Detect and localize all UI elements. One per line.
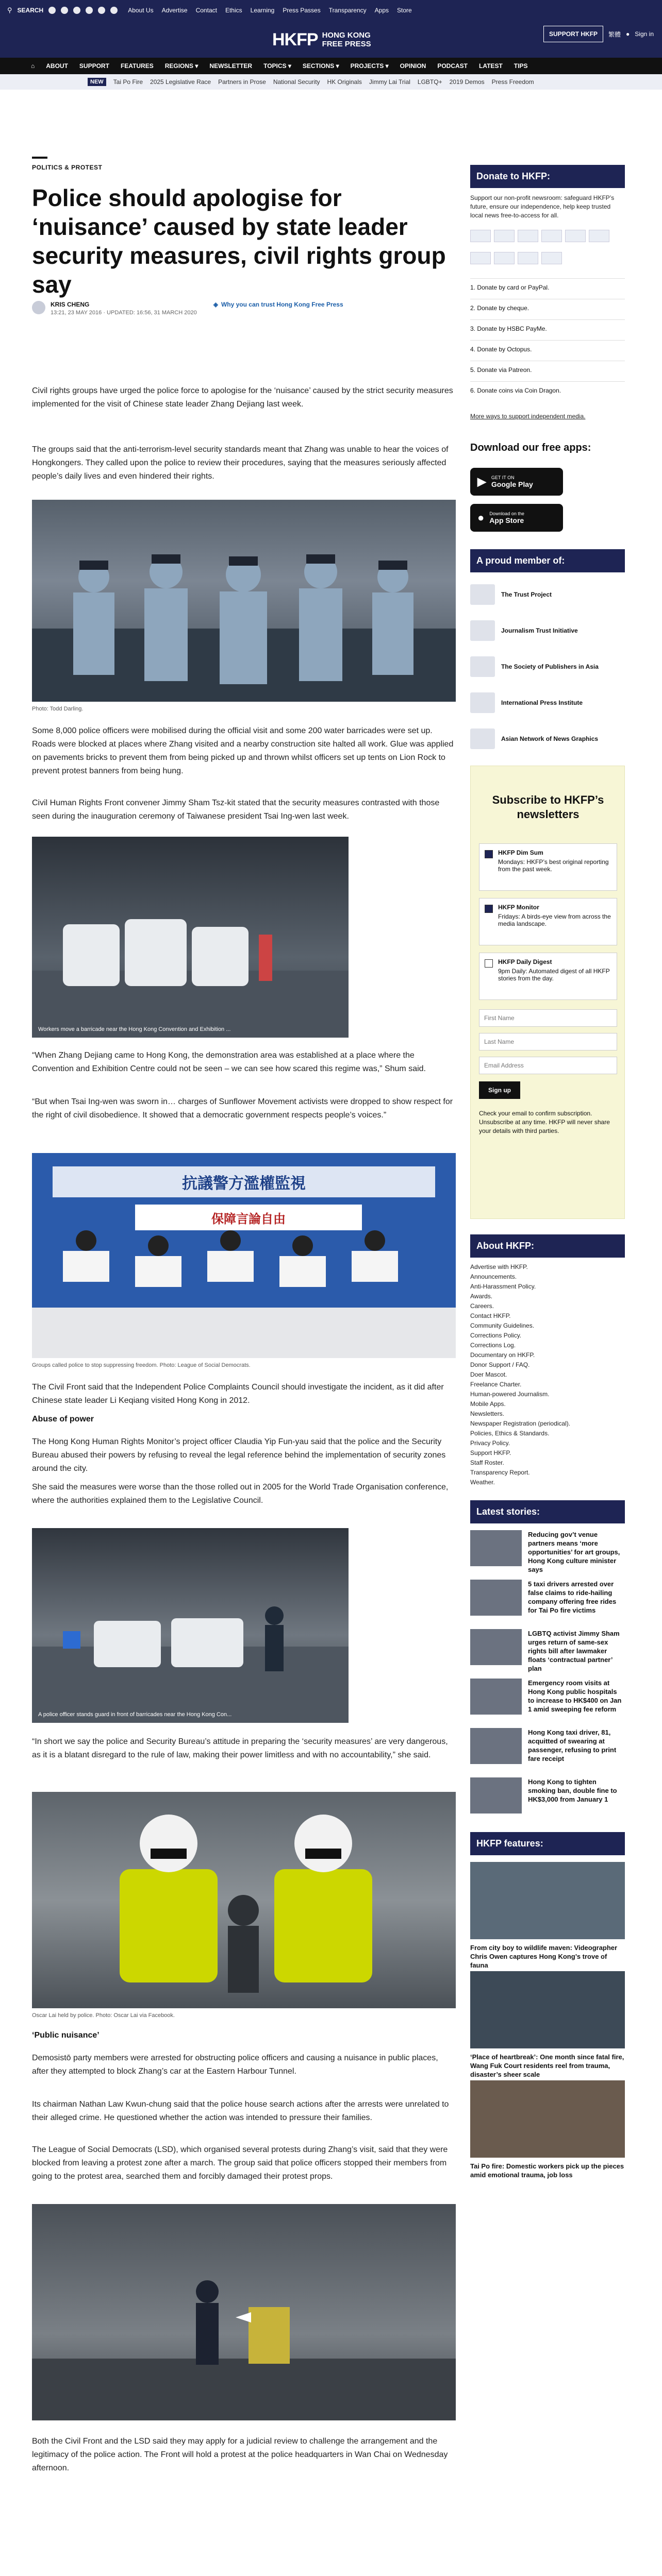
latest-story[interactable] bbox=[470, 1777, 625, 1823]
google-play-text bbox=[491, 475, 533, 488]
support-hkfp-button[interactable]: SUPPORT HKFP bbox=[543, 26, 603, 42]
utility-link[interactable]: Store bbox=[397, 7, 412, 14]
barricade-illustration bbox=[32, 837, 349, 1038]
about-link[interactable]: Advertise with HKFP. bbox=[470, 1263, 528, 1270]
utility-link[interactable]: Advertise bbox=[161, 7, 188, 14]
donate-option[interactable]: 3. Donate by HSBC PayMe. bbox=[470, 319, 625, 337]
about-link[interactable]: Support HKFP. bbox=[470, 1449, 511, 1456]
newsletter-name: HKFP Daily Digest bbox=[498, 958, 552, 965]
main-nav bbox=[0, 58, 662, 74]
latest-story[interactable] bbox=[470, 1629, 625, 1674]
apps-heading: Download our free apps: bbox=[470, 442, 591, 453]
paypal-icon bbox=[470, 230, 491, 242]
jti-logo bbox=[470, 620, 495, 641]
utility-left bbox=[7, 0, 412, 21]
newsletter-desc: Mondays: HKFP’s best original reporting from the past week. bbox=[498, 858, 609, 873]
newsletter-desc: 9pm Daily: Automated digest of all HKFP stories from the day. bbox=[498, 968, 610, 982]
apple-icon: ● bbox=[477, 511, 485, 524]
utility-links bbox=[128, 7, 411, 14]
subheading: ‘Public nuisance’ bbox=[32, 2031, 100, 2040]
story-title: Emergency room visits at Hong Kong public hospitals to increase to HK$400 on Jan 1 amid sweeping fee reform bbox=[528, 1679, 622, 1713]
trending-item[interactable]: LGBTQ+ bbox=[417, 78, 442, 86]
shield-icon: ◈ bbox=[213, 301, 218, 308]
article-headline: Police should apologise for ‘nuisance’ caused by state leader security measures, civil rights group say bbox=[32, 184, 446, 298]
new-badge: NEW bbox=[88, 78, 106, 86]
paragraph: “But when Tsai Ing-wen was sworn in… charges of Sunflower Movement activists were dropped to show respect for the right of civil disobedience. It showed that a democratic government respects people’s voices.” bbox=[32, 1097, 453, 1120]
utility-link[interactable]: Transparency bbox=[328, 7, 367, 14]
masthead-actions bbox=[543, 26, 654, 42]
byline bbox=[32, 301, 456, 316]
member-name: The Society of Publishers in Asia bbox=[501, 663, 599, 670]
story-title: LGBTQ activist Jimmy Sham urges return of same-sex rights bill after lawmaker floats ‘contractual partner’ plan bbox=[528, 1630, 620, 1672]
visa-icon bbox=[494, 230, 515, 242]
newsletter-option[interactable] bbox=[479, 898, 617, 945]
trending-item[interactable]: Press Freedom bbox=[491, 78, 534, 86]
sign-in-link[interactable]: Sign in bbox=[635, 30, 654, 38]
donate-more-link[interactable]: More ways to support independent media. bbox=[470, 413, 586, 420]
trust-label: Why you can trust Hong Kong Free Press bbox=[221, 301, 343, 308]
payment-icons bbox=[470, 230, 625, 271]
nav-item[interactable]: REGIONS ▾ bbox=[164, 62, 198, 70]
trust-project-logo bbox=[470, 584, 495, 605]
about-link[interactable]: Corrections Policy. bbox=[470, 1332, 522, 1339]
donate-option[interactable]: 4. Donate by Octopus. bbox=[470, 340, 625, 358]
instagram-icon[interactable] bbox=[73, 7, 80, 14]
paragraph bbox=[32, 384, 456, 411]
protest-banner-mid: 保障言論自由 bbox=[135, 1205, 362, 1230]
utility-link[interactable]: Press Passes bbox=[283, 7, 321, 14]
member-jti[interactable] bbox=[470, 618, 625, 643]
paragraph: The Civil Front said that the Independent Police Complaints Council should investigate the incident, as it did after Chinese state leader Li Keqiang visited Hong Kong in 2012. bbox=[32, 1383, 444, 1405]
mastercard-icon bbox=[518, 230, 538, 242]
play-icon: ▶ bbox=[477, 475, 486, 488]
about-link[interactable]: Transparency Report. bbox=[470, 1469, 530, 1476]
newsletter-option[interactable] bbox=[479, 953, 617, 1000]
checkbox-icon[interactable] bbox=[485, 905, 493, 913]
member-name: The Trust Project bbox=[501, 591, 552, 598]
about-link[interactable]: Weather. bbox=[470, 1479, 495, 1486]
about-link[interactable]: Contact HKFP. bbox=[470, 1312, 511, 1319]
checkbox-icon[interactable] bbox=[485, 850, 493, 858]
logo-mark: HKFP bbox=[268, 27, 322, 53]
user-icon[interactable]: ● bbox=[626, 30, 630, 38]
signup-button[interactable]: Sign up bbox=[479, 1081, 520, 1099]
author-name[interactable]: KRIS CHENG bbox=[51, 301, 90, 308]
newsletter-note: Check your email to confirm subscription. Unsubscribe at any time. HKFP will never share your details with third parties. bbox=[479, 1110, 610, 1134]
nav-home-icon[interactable]: ⌂ bbox=[31, 62, 35, 70]
feature-image bbox=[470, 2080, 625, 2158]
paragraph: Demosistō party members were arrested for obstructing police officers and causing a nuisance in public places, after they attempted to block Zhang’s car at the Eastern Harbour Tunnel. bbox=[32, 2054, 438, 2076]
donate-option[interactable]: 6. Donate coins via Coin Dragon. bbox=[470, 381, 625, 399]
author-avatar bbox=[32, 301, 45, 314]
photo-caption: Oscar Lai held by police. Photo: Oscar Lai via Facebook. bbox=[32, 2012, 175, 2019]
utility-link[interactable]: Ethics bbox=[225, 7, 242, 14]
photo-overlay-caption: Workers move a barricade near the Hong Kong Convention and Exhibition ... bbox=[38, 1026, 231, 1032]
article-photo-zone bbox=[32, 2204, 456, 2420]
feature-image bbox=[470, 1971, 625, 2048]
article-photo-protest bbox=[32, 1153, 456, 1358]
member-ipi[interactable] bbox=[470, 690, 625, 715]
utility-link[interactable]: Apps bbox=[374, 7, 389, 14]
article-photo-guard bbox=[32, 1528, 349, 1723]
paragraph: Some 8,000 police officers were mobilised during the official visit and some 200 water barricades were set up. Roads were blocked at places where Zhang visited and a nearby construction site halted all work. Glue was applied on pavements bricks to prevent them from being picked up and thrown whilst officers set up tents on Lion Rock to prevent protest banners from being hung. bbox=[32, 726, 454, 775]
about-link[interactable]: Community Guidelines. bbox=[470, 1322, 535, 1329]
article-category[interactable]: POLITICS & PROTEST bbox=[32, 164, 103, 171]
member-name: Asian Network of News Graphics bbox=[501, 735, 599, 742]
protest-banner-top: 抗議警方濫權監視 bbox=[53, 1166, 435, 1197]
site-logo[interactable] bbox=[268, 24, 394, 56]
newsletter-option[interactable] bbox=[479, 843, 617, 891]
photo-caption: Groups called police to stop suppressing freedom. Photo: League of Social Democrats. bbox=[32, 1362, 251, 1368]
author-block bbox=[51, 301, 197, 316]
rss-icon[interactable] bbox=[110, 7, 118, 14]
trending-item[interactable]: Jimmy Lai Trial bbox=[369, 78, 410, 86]
paragraph: “In short we say the police and Security Bureau’s attitude in preparing the ‘security measures’ are very dangerous, as it is a blatant disregard to the rule of law, making their power limitless and with no accountability,” she said. bbox=[32, 1737, 448, 1759]
about-link[interactable]: Corrections Log. bbox=[470, 1342, 516, 1349]
applepay-icon bbox=[470, 252, 491, 264]
nav-item[interactable]: PROJECTS ▾ bbox=[350, 62, 389, 70]
nav-item[interactable]: TIPS bbox=[514, 62, 528, 70]
paragraph: Civil Human Rights Front convener Jimmy Sham Tsz-kit stated that the security measures contrasted with those seen during the inauguration ceremony of Taiwanese president Tsai Ing-wen last week. bbox=[32, 799, 440, 821]
about-link[interactable]: Staff Roster. bbox=[470, 1459, 504, 1466]
nav-item[interactable]: ABOUT bbox=[46, 62, 68, 70]
checkbox-icon[interactable] bbox=[485, 959, 493, 968]
payme-icon bbox=[518, 252, 538, 264]
newsletter-desc: Fridays: A birds-eye view from across the media landscape. bbox=[498, 913, 611, 927]
x-icon[interactable] bbox=[61, 7, 68, 14]
paragraph: Both the Civil Front and the LSD said they may apply for a judicial review to challenge the arrangement and the legitimacy of the police action. The Front will hold a protest at the police headquarters in Wan Chai on Wednesday afternoon. bbox=[32, 2437, 448, 2472]
member-asian-network[interactable] bbox=[470, 726, 625, 751]
jcb-icon bbox=[589, 230, 609, 242]
paragraph: She said the measures were worse than the those rolled out in 2005 for the World Trade Organisation conference, where the authorities explained them to the Legislative Council. bbox=[32, 1483, 449, 1505]
newsletter-name: HKFP Dim Sum bbox=[498, 849, 543, 856]
logo-line-2: FREE PRESS bbox=[322, 40, 371, 48]
about-link[interactable]: Policies, Ethics & Standards. bbox=[470, 1430, 550, 1437]
sopa-logo bbox=[470, 656, 495, 677]
guard-illustration bbox=[32, 1528, 349, 1723]
trust-link[interactable] bbox=[213, 301, 343, 308]
story-thumbnail bbox=[470, 1580, 522, 1616]
trending-item[interactable]: National Security bbox=[273, 78, 320, 86]
feature-story[interactable] bbox=[470, 1971, 625, 2079]
app-store-text bbox=[489, 511, 524, 524]
trending-bar bbox=[0, 74, 662, 90]
story-thumbnail bbox=[470, 1777, 522, 1814]
latest-story[interactable] bbox=[470, 1679, 625, 1724]
nav-item[interactable]: SECTIONS ▾ bbox=[302, 62, 339, 70]
arrest-illustration bbox=[32, 1792, 456, 2008]
nav-item[interactable]: TOPICS ▾ bbox=[263, 62, 291, 70]
trending-item[interactable]: Partners in Prose bbox=[218, 78, 266, 86]
facebook-icon[interactable] bbox=[48, 7, 56, 14]
about-link[interactable]: Documentary on HKFP. bbox=[470, 1351, 535, 1359]
trending-item[interactable]: 2025 Legislative Race bbox=[150, 78, 211, 86]
donate-option[interactable]: 5. Donate via Patreon. bbox=[470, 361, 625, 379]
logo-wordmark bbox=[322, 27, 375, 52]
donate-text: Support our non-profit newsroom: safeguard HKFP’s future, ensure our independence, help keep trusted local news free-to-access for all. bbox=[470, 194, 615, 219]
story-thumbnail bbox=[470, 1629, 522, 1665]
asian-network-logo bbox=[470, 728, 495, 749]
about-link[interactable]: Newspaper Registration (periodical). bbox=[470, 1420, 571, 1427]
email-field[interactable]: Email Address bbox=[479, 1057, 617, 1074]
features-heading: HKFP features: bbox=[470, 1832, 625, 1855]
subheading: Abuse of power bbox=[32, 1415, 94, 1423]
ipi-logo bbox=[470, 692, 495, 713]
nav-item[interactable]: FEATURES bbox=[120, 62, 154, 70]
nav-item[interactable]: PODCAST bbox=[437, 62, 468, 70]
feature-title: From city boy to wildlife maven: Videographer Chris Owen captures Hong Kong’s trove of fauna bbox=[470, 1944, 618, 1969]
story-thumbnail bbox=[470, 1728, 522, 1764]
story-thumbnail bbox=[470, 1679, 522, 1715]
member-name: Journalism Trust Initiative bbox=[501, 627, 578, 634]
photo-overlay-caption: A police officer stands guard in front of barricades near the Hong Kong Con... bbox=[38, 1711, 232, 1718]
feature-story[interactable] bbox=[470, 1862, 625, 1970]
logo-line-1: HONG KONG bbox=[322, 31, 371, 40]
newsletter-name: HKFP Monitor bbox=[498, 904, 539, 911]
amex-icon bbox=[541, 230, 562, 242]
member-trust-project[interactable] bbox=[470, 582, 625, 607]
latest-story[interactable] bbox=[470, 1728, 625, 1773]
app-store-label: App Store bbox=[489, 516, 524, 524]
story-title: Reducing gov’t venue partners means ‘more opportunities’ for art groups, Hong Kong culture minister says bbox=[528, 1531, 620, 1573]
feature-title: Tai Po fire: Domestic workers pick up the pieces amid emotional trauma, job loss bbox=[470, 2162, 624, 2179]
utility-link[interactable]: About Us bbox=[128, 7, 154, 14]
newsletter-heading: Subscribe to HKFP’s newsletters bbox=[492, 793, 604, 821]
about-link[interactable]: Announcements. bbox=[470, 1273, 517, 1280]
paragraph: The groups said that the anti-terrorism-level security standards meant that Zhang was unable to hear the voices of Hongkongers. They called upon the police to review their procedures, saying that the measures seriously affected people’s daily lives and even hindered their rights. bbox=[32, 445, 449, 481]
youtube-icon[interactable] bbox=[86, 7, 93, 14]
search-link[interactable]: SEARCH bbox=[17, 7, 44, 14]
last-name-field[interactable]: Last Name bbox=[479, 1033, 617, 1050]
nav-item[interactable]: OPINION bbox=[400, 62, 426, 70]
donate-option[interactable]: 1. Donate by card or PayPal. bbox=[470, 278, 625, 296]
article-photo-barricade bbox=[32, 837, 349, 1038]
paragraph: Its chairman Nathan Law Kwun-chung said that the police house search actions after the arrests were unrelated to their alleged crime. He questioned whether the action was intended to pressure their families. bbox=[32, 2100, 449, 2122]
paragraph: “When Zhang Dejiang came to Hong Kong, the demonstration area was established at a place where the Convention and Exhibition Centre could not be seen – we can see how scared this regime was,” Shum said. bbox=[32, 1051, 426, 1073]
paragraph: The Hong Kong Human Rights Monitor’s project officer Claudia Yip Fun-yau said that the police and the Security Bureau abused their powers by refusing to reveal the legal reference behind the implementation of security zones around the city. bbox=[32, 1437, 446, 1473]
app-store-small: Download on the bbox=[489, 511, 524, 516]
google-play-badge[interactable] bbox=[470, 468, 563, 496]
about-heading: About HKFP: bbox=[470, 1234, 625, 1258]
utility-link[interactable]: Contact bbox=[195, 7, 217, 14]
about-link[interactable]: Careers. bbox=[470, 1302, 494, 1310]
donate-heading: Donate to HKFP: bbox=[470, 165, 625, 188]
latest-story[interactable] bbox=[470, 1530, 625, 1575]
first-name-field[interactable]: First Name bbox=[479, 1009, 617, 1027]
feature-story[interactable] bbox=[470, 2080, 625, 2179]
protesters-illustration bbox=[32, 1153, 456, 1358]
donate-option[interactable]: 2. Donate by cheque. bbox=[470, 299, 625, 317]
trending-item[interactable]: Tai Po Fire bbox=[113, 78, 143, 86]
googlepay-icon bbox=[494, 252, 515, 264]
about-link[interactable]: Newsletters. bbox=[470, 1410, 505, 1417]
about-link[interactable]: Freelance Charter. bbox=[470, 1381, 522, 1388]
story-title: 5 taxi drivers arrested over false claims to ride-hailing company offering free rides for Tai Po fire victims bbox=[528, 1580, 617, 1614]
about-list bbox=[470, 1262, 625, 1487]
story-thumbnail bbox=[470, 1530, 522, 1566]
story-title: Hong Kong taxi driver, 81, acquitted of swearing at passenger, refusing to print fare receipt bbox=[528, 1728, 617, 1762]
utility-bar bbox=[0, 0, 662, 21]
story-title: Hong Kong to tighten smoking ban, double fine to HK$3,000 from January 1 bbox=[528, 1778, 617, 1803]
google-play-small: GET IT ON bbox=[491, 475, 515, 480]
about-link[interactable]: Mobile Apps. bbox=[470, 1400, 506, 1408]
feature-image bbox=[470, 1862, 625, 1939]
about-link[interactable]: Awards. bbox=[470, 1293, 493, 1300]
about-link[interactable]: Anti-Harassment Policy. bbox=[470, 1283, 536, 1290]
article-dateline: 13:21, 23 MAY 2016 · UPDATED: 16:56, 31 MARCH 2020 bbox=[51, 310, 197, 316]
article-photo-arrest bbox=[32, 1792, 456, 2008]
about-link[interactable]: Privacy Policy. bbox=[470, 1439, 510, 1447]
trending-item[interactable]: HK Originals bbox=[327, 78, 362, 86]
linkedin-icon[interactable] bbox=[98, 7, 105, 14]
nav-item[interactable]: LATEST bbox=[479, 62, 503, 70]
police-line-illustration bbox=[32, 500, 456, 702]
member-sopa[interactable] bbox=[470, 654, 625, 679]
utility-link[interactable]: Learning bbox=[250, 7, 275, 14]
member-name: International Press Institute bbox=[501, 699, 583, 706]
trending-item[interactable]: 2019 Demos bbox=[449, 78, 485, 86]
about-link[interactable]: Doer Mascot. bbox=[470, 1371, 507, 1378]
newsletter-box bbox=[470, 766, 625, 1219]
about-link[interactable]: Donor Support / FAQ. bbox=[470, 1361, 530, 1368]
nav-item[interactable]: SUPPORT bbox=[79, 62, 109, 70]
article-photo-police bbox=[32, 500, 456, 702]
latest-story[interactable] bbox=[470, 1580, 625, 1625]
nav-item[interactable]: NEWSLETTER bbox=[209, 62, 253, 70]
latest-heading: Latest stories: bbox=[470, 1500, 625, 1523]
feature-title: ‘Place of heartbreak’: One month since fatal fire, Wang Fuk Court residents reel from trauma, disaster’s sheer scale bbox=[470, 2053, 624, 2078]
photo-caption: Photo: Todd Darling. bbox=[32, 706, 84, 712]
language-link[interactable]: 繁體 bbox=[608, 30, 621, 38]
about-link[interactable]: Human-powered Journalism. bbox=[470, 1391, 550, 1398]
paragraph-text: Civil rights groups have urged the police force to apologise for the ‘nuisance’ caused by the strict security measures implemented for the visit of Chinese state leader Zhang Dejiang last week. bbox=[32, 386, 453, 409]
paragraph: The League of Social Democrats (LSD), which organised several protests during Zhang’s visit, said that they were blocked from leaving a protest zone after a march. The group said that police officers stopped their members from going to the protest area, searched them and forcibly damaged their protest props. bbox=[32, 2145, 448, 2181]
member-heading: A proud member of: bbox=[470, 549, 625, 572]
unionpay-icon bbox=[565, 230, 586, 242]
search-icon[interactable]: ⚲ bbox=[7, 6, 12, 14]
octopus-icon bbox=[541, 252, 562, 264]
google-play-label: Google Play bbox=[491, 480, 533, 488]
app-store-badge[interactable] bbox=[470, 504, 563, 532]
zone-illustration bbox=[32, 2204, 456, 2420]
